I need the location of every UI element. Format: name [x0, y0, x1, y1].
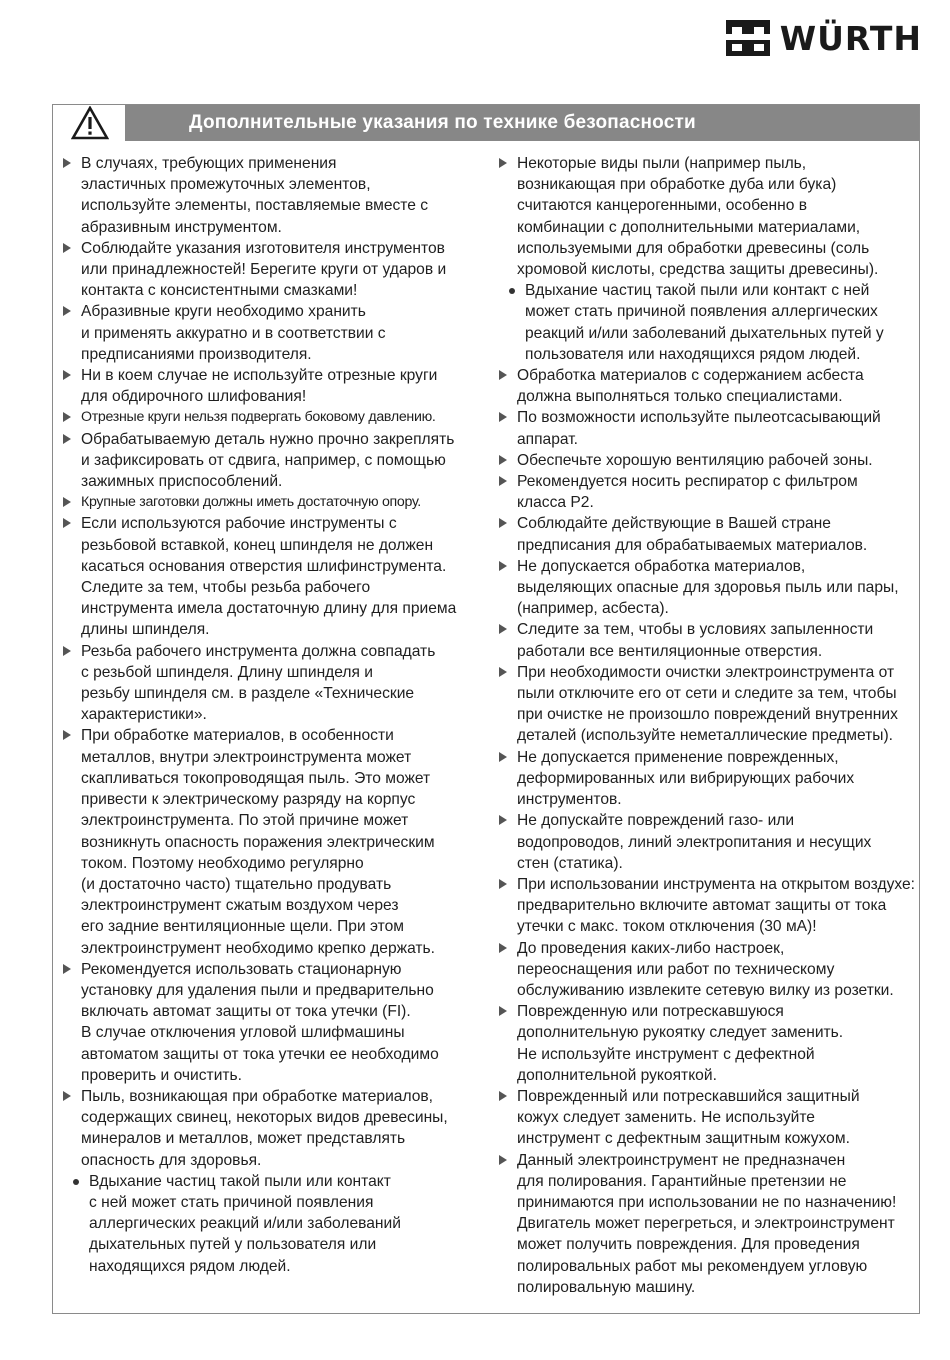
list-item-text: Обеспечьте хорошую вентиляцию рабочей зоны. — [517, 451, 873, 469]
list-item-text: должна выполняться только специалистами. — [517, 388, 843, 406]
bullet-dot-icon — [509, 288, 515, 294]
arrow-bullet-icon — [63, 1091, 71, 1101]
arrow-bullet-icon — [499, 879, 507, 889]
list-item-text: Не используйте инструмент с дефектной — [517, 1045, 815, 1063]
list-item-text: хромовой кислоты, средства защиты древесины). — [517, 261, 879, 279]
arrow-bullet-icon — [63, 412, 71, 422]
list-item-text: Некоторые виды пыли (например пыль, — [517, 155, 807, 172]
list-item-text: используйте элементы, поставляемые вместе с — [81, 197, 429, 215]
list-item-text: резьбовой вставкой, конец шпинделя не должен — [81, 536, 434, 554]
wurth-w-icon — [724, 18, 772, 58]
list-item-text: При необходимости очистки электроинструмента от — [517, 663, 895, 681]
list-item-text: минералов и металлов, может представлять — [81, 1130, 406, 1148]
list-item-text: включать автомат защиты от тока утечки (FI). — [81, 1003, 411, 1021]
list-item-text: Пыль, возникающая при обработке материалов, — [81, 1087, 434, 1105]
list-item — [497, 365, 917, 407]
list-item-text: скапливаться токопроводящая пыль. Это может — [81, 769, 431, 787]
list-item-text: Резьба рабочего инструмента должна совпадать — [81, 642, 436, 660]
list-item — [497, 874, 917, 938]
list-item — [497, 1086, 917, 1150]
list-item-text: Следите за тем, чтобы резьба рабочего — [81, 579, 371, 597]
arrow-bullet-icon — [499, 752, 507, 762]
list-item-text: дыхательных путей у пользователя или — [89, 1236, 377, 1254]
list-item-text: электроинструмента. По этой причине может — [81, 812, 409, 830]
list-item-text: характеристики». — [81, 706, 207, 724]
arrow-bullet-icon — [63, 306, 71, 316]
list-item-text: кожух следует заменить. Не используйте — [517, 1109, 815, 1127]
list-item-text: резьбу шпинделя см. в разделе «Технические — [81, 685, 415, 703]
list-item-text: дополнительной рукояткой. — [517, 1066, 717, 1084]
list-item-text: Не допускается применение поврежденных, — [517, 748, 839, 766]
list-item-text: класса P2. — [517, 494, 594, 512]
list-item-text: находящихся рядом людей. — [89, 1257, 291, 1275]
list-item-text: стен (статика). — [517, 854, 623, 872]
arrow-bullet-icon — [63, 243, 71, 253]
list-item — [497, 280, 917, 365]
list-item-text: предписаниями производителя. — [81, 345, 312, 363]
list-item-text: опасность для здоровья. — [81, 1151, 262, 1169]
list-item — [61, 492, 481, 513]
list-item-text: деформированных или вибрирующих рабочих — [517, 769, 855, 787]
list-item — [497, 513, 917, 555]
list-item-text: выделяющих опасные для здоровья пыль или пары, — [517, 579, 899, 597]
arrow-bullet-icon — [63, 497, 71, 507]
list-item-text: для обдирочного шлифования! — [81, 388, 307, 406]
list-item-text: установку для удаления пыли и предварительно — [81, 981, 434, 999]
arrow-bullet-icon — [63, 158, 71, 168]
list-item-text: металлов, внутри электроинструмента может — [81, 748, 412, 766]
list-item-text: током. Поэтому необходимо регулярно — [81, 854, 364, 872]
list-item — [61, 641, 481, 726]
list-item-text: Если используются рабочие инструменты с — [81, 515, 397, 533]
list-item-text: привести к электрическому разряду на корпус — [81, 791, 416, 809]
list-item-text: автоматом защиты от тока утечки ее необходимо — [81, 1045, 439, 1063]
list-item-text: (и достаточно часто) тщательно продувать — [81, 875, 392, 893]
list-item — [61, 238, 481, 302]
list-item — [61, 153, 481, 238]
list-item-text: Следите за тем, чтобы в условиях запыленности — [517, 621, 874, 639]
list-item-text: возникающая при обработке дуба или бука) — [517, 176, 837, 194]
list-item-text: инструментов. — [517, 791, 622, 809]
list-item-text: При обработке материалов, в особенности — [81, 727, 394, 745]
arrow-bullet-icon — [63, 646, 71, 656]
list-item-text: и зафиксировать от сдвига, например, с помощью — [81, 451, 446, 469]
list-item-text: В случаях, требующих применения — [81, 155, 337, 172]
list-item-text: Вдыхание частиц такой пыли или контакт — [89, 1172, 391, 1190]
list-item-text: реакций и/или заболеваний дыхательных путей у — [525, 324, 884, 342]
list-item — [61, 513, 481, 640]
list-item-text: длины шпинделя. — [81, 621, 210, 639]
list-item-text: содержащих свинец, некоторых видов древесины, — [81, 1109, 448, 1127]
list-item-text: Не допускается обработка материалов, — [517, 557, 806, 575]
arrow-bullet-icon — [499, 815, 507, 825]
list-item-text: Рекомендуется использовать стационарную — [81, 960, 402, 978]
list-item-text: В случае отключения угловой шлифмашины — [81, 1024, 405, 1042]
list-item — [61, 725, 481, 958]
list-item-text: пользователя или находящихся рядом людей. — [525, 345, 861, 363]
list-item-text: Не допускайте повреждений газо- или — [517, 812, 795, 830]
list-item-text: используемыми для обработки древесины (соль — [517, 239, 870, 257]
list-item-text: Обработка материалов с содержанием асбеста — [517, 367, 864, 385]
list-item-text: Поврежденную или потрескавшуюся — [517, 1003, 784, 1021]
list-item-text: контакта с консистентными смазками! — [81, 282, 358, 300]
list-item-text: Вдыхание частиц такой пыли или контакт с ней — [525, 282, 870, 300]
arrow-bullet-icon — [499, 158, 507, 168]
list-item-text: эластичных промежуточных элементов, — [81, 176, 371, 194]
list-item-text: Абразивные круги необходимо хранить — [81, 303, 366, 321]
list-item-text: абразивным инструментом. — [81, 218, 282, 236]
brand-name: WÜRTH — [779, 18, 922, 58]
brand-logo — [724, 18, 922, 58]
arrow-bullet-icon — [499, 370, 507, 380]
arrow-bullet-icon — [499, 1155, 507, 1165]
arrow-bullet-icon — [499, 667, 507, 677]
list-item — [61, 301, 481, 365]
list-item-text: До проведения каких-либо настроек, — [517, 939, 785, 957]
list-item-text: Крупные заготовки должны иметь достаточную опору. — [81, 494, 421, 511]
list-item-text: предписания для обрабатываемых материалов. — [517, 536, 868, 554]
list-item-text: Данный электроинструмент не предназначен — [517, 1151, 846, 1169]
arrow-bullet-icon — [499, 455, 507, 465]
list-item-text: деталей (используйте неметаллические предметы). — [517, 727, 893, 745]
section-title: Дополнительные указания по технике безопасности — [189, 112, 696, 133]
list-item-text: инструмент с дефектным защитным кожухом. — [517, 1130, 850, 1148]
list-item-text: предварительно включите автомат защиты от тока — [517, 897, 887, 915]
list-item-text: Двигатель может перегреться, и электроинструмент — [517, 1215, 895, 1233]
list-item — [497, 471, 917, 513]
list-item-text: полировальных работ мы рекомендуем угловую — [517, 1257, 868, 1275]
arrow-bullet-icon — [63, 730, 71, 740]
list-item-text: зажимных приспособлений. — [81, 473, 283, 491]
list-item-text: При использовании инструмента на открытом воздухе: — [517, 875, 915, 893]
bullet-dot-icon — [73, 1179, 79, 1185]
list-item-text: По возможности используйте пылеотсасывающий — [517, 409, 881, 427]
list-item-text: Обрабатываемую деталь нужно прочно закреплять — [81, 430, 455, 448]
list-item-text: Соблюдайте действующие в Вашей стране — [517, 515, 831, 533]
list-item-text: для полирования. Гарантийные претензии не — [517, 1172, 847, 1190]
warning-triangle-icon — [71, 106, 109, 140]
list-item-text: Ни в коем случае не используйте отрезные круги — [81, 367, 438, 385]
list-item-text: пыли отключите его от сети и следите за тем, чтобы — [517, 685, 897, 703]
arrow-bullet-icon — [499, 1091, 507, 1101]
arrow-bullet-icon — [63, 370, 71, 380]
list-item-text: при очистке не произошло повреждений внутренних — [517, 706, 898, 724]
list-item-text: возникнуть опасность поражения электрическим — [81, 833, 435, 851]
list-item-text: может получить повреждения. Для проведения — [517, 1236, 860, 1254]
list-item-text: Отрезные круги нельзя подвергать боковому давлению. — [81, 409, 436, 426]
list-item — [497, 1001, 917, 1086]
list-item-text: Соблюдайте указания изготовителя инструментов — [81, 239, 445, 257]
list-item-text: или принадлежностей! Берегите круги от ударов и — [81, 261, 447, 279]
list-item — [497, 1150, 917, 1298]
list-item-text: его задние вентиляционные щели. При этом — [81, 918, 404, 936]
arrow-bullet-icon — [499, 476, 507, 486]
list-item-text: (например, асбеста). — [517, 600, 669, 618]
arrow-bullet-icon — [63, 434, 71, 444]
list-item-text: переоснащения или работ по техническому — [517, 960, 835, 978]
arrow-bullet-icon — [63, 518, 71, 528]
list-item-text: аппарат. — [517, 430, 578, 448]
arrow-bullet-icon — [499, 1006, 507, 1016]
list-item-text: водопроводов, линий электропитания и несущих — [517, 833, 872, 851]
arrow-bullet-icon — [499, 412, 507, 422]
left-column — [61, 153, 481, 1277]
warning-icon-box — [53, 105, 125, 141]
list-item — [497, 450, 917, 471]
list-item-text: проверить и очистить. — [81, 1066, 243, 1084]
list-item-text: дополнительную рукоятку следует заменить. — [517, 1024, 844, 1042]
list-item — [61, 407, 481, 428]
list-item-text: работали все вентиляционные отверстия. — [517, 642, 823, 660]
list-item — [497, 619, 917, 661]
list-item-text: инструмента имела достаточную длину для приема — [81, 600, 457, 618]
list-item-text: с резьбой шпинделя. Длину шпинделя и — [81, 663, 374, 681]
list-item-text: аллергических реакций и/или заболеваний — [89, 1215, 401, 1233]
list-item — [497, 938, 917, 1002]
list-item — [61, 1171, 481, 1277]
arrow-bullet-icon — [499, 561, 507, 571]
list-item-text: комбинации с дополнительными материалами, — [517, 218, 861, 236]
list-item-text: может стать причиной появления аллергических — [525, 303, 878, 321]
list-item — [61, 1086, 481, 1171]
list-item — [61, 959, 481, 1086]
list-item-text: обслуживанию извлеките сетевую вилку из розетки. — [517, 981, 894, 999]
right-column — [497, 153, 917, 1298]
list-item — [497, 810, 917, 874]
list-item-text: с ней может стать причиной появления — [89, 1193, 374, 1211]
list-item-text: касаться основания отверстия шлифинструмента. — [81, 557, 447, 575]
list-item — [497, 747, 917, 811]
list-item-text: принимаются при использовании не по назначению! — [517, 1193, 897, 1211]
list-item-text: электроинструмент сжатым воздухом через — [81, 897, 399, 915]
safety-section — [52, 104, 920, 1314]
list-item-text: утечки с макс. током отключения (30 мА)! — [517, 918, 817, 936]
list-item-text: электроинструмент необходимо крепко держать. — [81, 939, 436, 957]
arrow-bullet-icon — [499, 943, 507, 953]
list-item — [497, 407, 917, 449]
arrow-bullet-icon — [499, 518, 507, 528]
arrow-bullet-icon — [499, 624, 507, 634]
list-item — [497, 556, 917, 620]
list-item-text: полировальную машину. — [517, 1278, 696, 1296]
list-item — [497, 662, 917, 747]
list-item-text: считаются канцерогенными, особенно в — [517, 197, 808, 215]
list-item-text: и применять аккуратно и в соответствии с — [81, 324, 386, 342]
arrow-bullet-icon — [63, 964, 71, 974]
section-banner — [53, 105, 919, 141]
list-item — [497, 153, 917, 280]
list-item — [61, 429, 481, 493]
list-item-text: Поврежденный или потрескавшийся защитный — [517, 1087, 860, 1105]
list-item-text: Рекомендуется носить респиратор с фильтром — [517, 473, 858, 491]
list-item — [61, 365, 481, 407]
